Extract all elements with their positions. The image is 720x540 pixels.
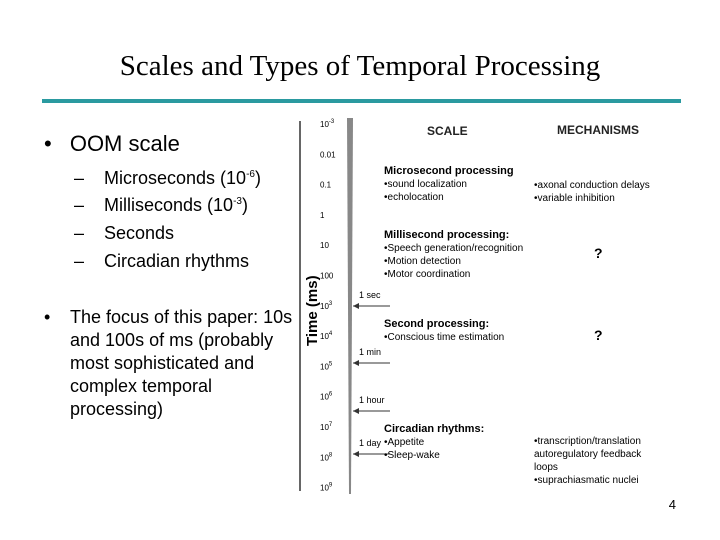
dash-marker: – xyxy=(74,168,85,188)
tick-label: $10^5$ xyxy=(320,361,333,372)
tick-label: $10^6$ xyxy=(320,391,333,402)
bullet-focus-text: The focus of this paper: 10s and 100s of ms (probably most sophisticated and complex temporal processing) xyxy=(70,307,293,419)
tick-label: 1 xyxy=(320,210,325,220)
axis-label: Time (ms) xyxy=(304,275,321,346)
dash-marker: – xyxy=(74,195,85,215)
tick-label: 0.01 xyxy=(320,150,336,160)
exponent: -6 xyxy=(246,169,255,180)
header-mechanisms: MECHANISMS xyxy=(557,123,640,137)
temporal-scales-figure xyxy=(295,116,680,496)
micro-item: •echolocation xyxy=(384,192,444,203)
milli-item: •Motion detection xyxy=(384,256,461,267)
sub-item-microseconds xyxy=(74,168,261,189)
arrow-head xyxy=(353,451,359,457)
tick-label: 10 xyxy=(320,241,329,251)
bullet-marker: • xyxy=(44,307,51,327)
exponent: -3 xyxy=(233,196,242,207)
second-item: •Conscious time estimation xyxy=(384,332,505,343)
paren: ) xyxy=(241,195,248,215)
mech-micro: •axonal conduction delays xyxy=(534,180,650,191)
paren: ) xyxy=(254,168,261,188)
title-underline xyxy=(42,99,681,103)
milli-item: •Speech generation/recognition xyxy=(384,243,524,254)
arrow-head xyxy=(353,408,359,414)
circ-title: Circadian rhythms: xyxy=(384,423,485,435)
tick-label: 100 xyxy=(320,271,334,281)
tick-label: $10^3$ xyxy=(320,300,333,311)
arrow-head xyxy=(353,303,359,309)
micro-item: •sound localization xyxy=(384,179,467,190)
mech-milli: ? xyxy=(594,245,603,261)
tick-labels xyxy=(320,119,336,493)
milli-item: •Motor coordination xyxy=(384,269,471,280)
mech-micro: •variable inhibition xyxy=(534,193,615,204)
sub-item-milliseconds xyxy=(74,195,248,216)
tick-label: $10^{-3}$ xyxy=(320,119,335,129)
sub-item-seconds xyxy=(74,223,174,244)
bullet-oom-text: OOM scale xyxy=(69,131,180,156)
arrow-head xyxy=(353,360,359,366)
tick-label: 0.1 xyxy=(320,180,332,190)
circ-item: •Appetite xyxy=(384,437,425,448)
tick-label: $10^7$ xyxy=(320,422,333,432)
bullet-marker: • xyxy=(44,131,52,156)
mech-circ: autoregulatory feedback xyxy=(534,449,642,460)
time-marker-label: 1 sec xyxy=(359,290,381,300)
time-marker-label: 1 day xyxy=(359,438,382,448)
sub-item-text: Circadian rhythms xyxy=(104,251,250,271)
dash-marker: – xyxy=(74,251,85,271)
mech-circ: •suprachiasmatic nuclei xyxy=(534,475,639,486)
bullet-oom-scale xyxy=(44,131,180,157)
mech-second: ? xyxy=(594,327,603,343)
tick-label: $10^9$ xyxy=(320,482,333,493)
tick-label: $10^8$ xyxy=(320,452,333,463)
time-marker-label: 1 min xyxy=(359,347,382,357)
page-number: 4 xyxy=(668,497,676,512)
dash-marker: – xyxy=(74,223,85,243)
tick-label: $10^4$ xyxy=(320,331,333,342)
circ-item: •Sleep-wake xyxy=(384,450,440,461)
time-wedge xyxy=(347,118,353,494)
sub-item-text: Milliseconds (10 xyxy=(104,195,234,215)
milli-title: Millisecond processing: xyxy=(384,229,510,241)
sub-item-circadian xyxy=(74,251,249,272)
slide-title: Scales and Types of Temporal Processing xyxy=(119,50,601,82)
sub-item-text: Seconds xyxy=(104,223,175,243)
mech-circ: •transcription/translation xyxy=(534,436,641,447)
micro-title: Microsecond processing xyxy=(384,165,514,177)
mech-circ: loops xyxy=(534,462,558,473)
sub-item-text: Microseconds (10 xyxy=(104,168,247,188)
bullet-focus xyxy=(44,306,294,421)
header-scale: SCALE xyxy=(427,124,468,138)
time-marker-label: 1 hour xyxy=(359,395,385,405)
second-title: Second processing: xyxy=(384,318,490,330)
